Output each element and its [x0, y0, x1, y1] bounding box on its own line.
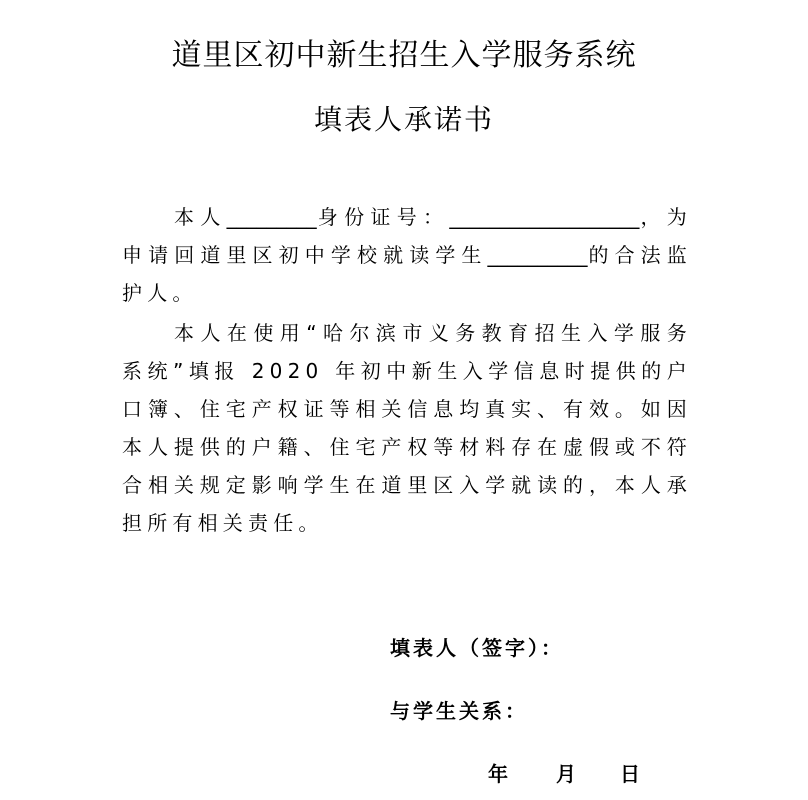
document-title: 道里区初中新生招生入学服务系统 — [171, 38, 637, 73]
text-segment: 的合法监护人。 — [122, 243, 692, 305]
blank-name-field: _________ — [226, 205, 317, 229]
blank-id-field: ___________________ — [449, 205, 640, 229]
text-segment: 本人 — [174, 205, 227, 229]
paragraph-commitment: 本人在使用“哈尔滨市义务教育招生入学服务系统”填报 2020 年初中新生入学信息时提供的户口簿、住宅产权证等相关信息均真实、有效。如因本人提供的户籍、住宅产权等材料存在虚假或不符合相关规定影响学生在道里区入学就读的，本人承担所有相关责任。 — [122, 321, 692, 535]
text-segment: 身份证号： — [316, 205, 450, 229]
date-line — [488, 758, 640, 787]
date-day-label: 日 — [620, 762, 640, 786]
relationship-label: 与学生关系： — [390, 699, 528, 723]
blank-student-field: __________ — [487, 243, 588, 267]
text-segment: ，为申请回道里区初中学校就读学生 — [122, 205, 692, 267]
date-month-label: 月 — [556, 762, 576, 786]
date-year-label: 年 — [488, 762, 508, 786]
paragraph-guardian-statement — [122, 198, 692, 312]
document-subtitle: 填表人承诺书 — [313, 103, 494, 136]
document-body — [122, 198, 692, 544]
signer-signature-label: 填表人（签字）： — [390, 636, 564, 660]
